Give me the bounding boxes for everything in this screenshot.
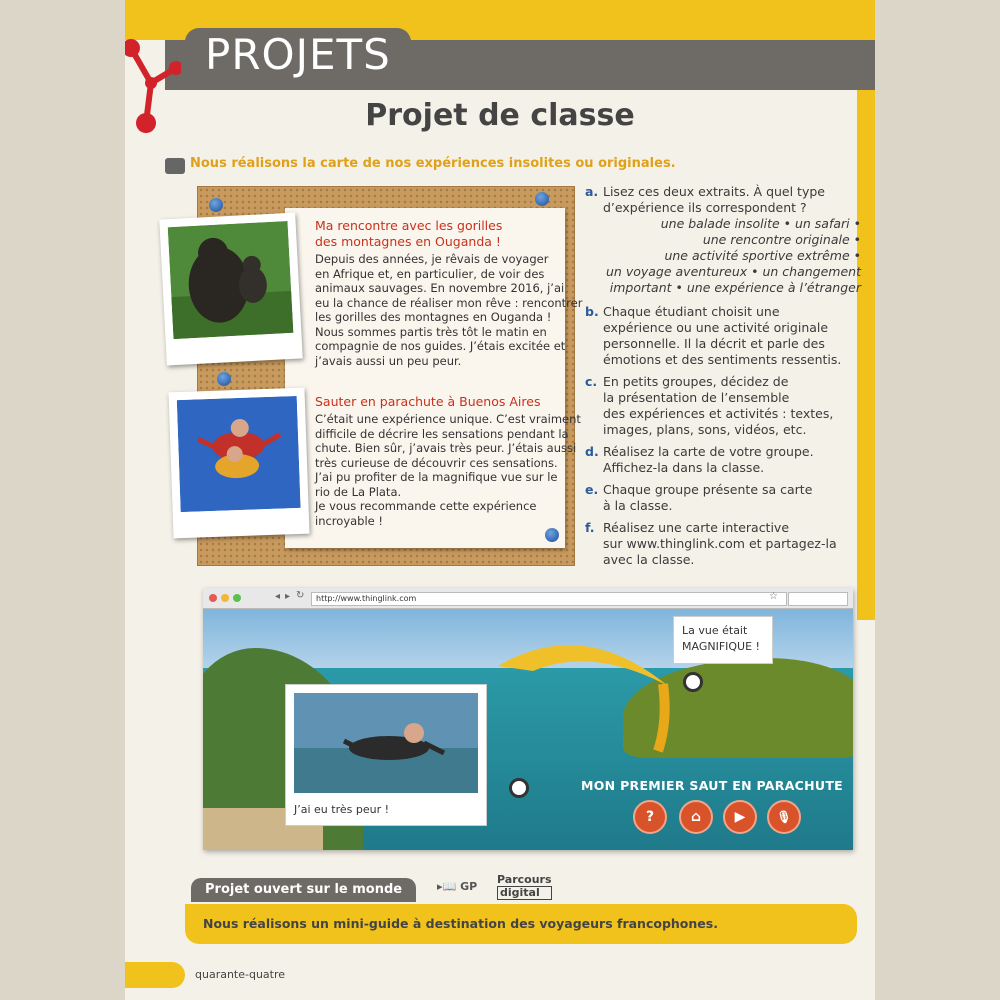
inset-photo-card [285,684,487,826]
question-e [585,482,858,514]
page-number-text: quarante-quatre [195,968,286,981]
gorilla-image [168,221,294,339]
textbook-page [125,0,875,1000]
question-line: émotions et des sentiments ressentis. [603,352,842,367]
browser-mockup [203,588,853,850]
question-line: sur www.thinglink.com et partagez-la [603,536,837,551]
back-arrow-icon[interactable]: ◂ [275,591,281,602]
footer-page-marker [125,962,185,988]
question-b [585,304,858,368]
open-project-label: Projet ouvert sur le monde [191,878,416,902]
window-maximize-icon[interactable] [233,594,241,602]
story-1-title-line: des montagnes en Ouganda ! [315,234,501,249]
inset-caption: J’ai eu très peur ! [294,803,390,816]
reload-icon[interactable]: ↻ [296,590,305,601]
paraglider-icon [493,626,673,756]
open-project-text: Nous réalisons un mini-guide à destination des voyageurs francophones. [203,916,718,931]
intro-marker [165,158,185,174]
story-line: C’était une expérience unique. C’est vraiment [315,412,581,426]
side-banner [857,0,875,620]
bubble-line: MAGNIFIQUE ! [682,640,760,653]
view-bubble [673,616,773,664]
pin-icon [535,192,549,206]
skydive-image [177,396,301,512]
option-line: une rencontre originale • [702,232,861,247]
parcours-line: digital [497,886,552,900]
question-line: Chaque groupe présente sa carte [603,482,813,497]
story-line: difficile de décrire les sensations pendant la [315,426,569,441]
question-d [585,444,858,476]
story-line: rio de La Plata. [315,484,402,499]
experience-options [603,216,861,296]
question-line: images, plans, sons, vidéos, etc. [603,422,807,437]
help-button[interactable]: ? [633,800,667,834]
question-line: la présentation de l’ensemble [603,390,790,405]
question-line: Affichez-la dans la classe. [603,460,765,475]
story-line: animaux sauvages. En novembre 2016, j’ai [315,281,565,295]
media-title: MON PREMIER SAUT EN PARACHUTE [581,778,844,793]
option-line: une activité sportive extrême • [664,248,861,263]
question-line: Réalisez la carte de votre groupe. [603,444,814,459]
question-line: d’expérience ils correspondent ? [603,200,807,215]
option-line: un voyage aventureux • un changement [606,264,861,279]
parcours-line: Parcours [497,873,552,886]
gp-label: GP [460,880,478,893]
section-title: PROJETS [205,30,391,79]
question-letter: d. [585,444,599,459]
option-line: important • une expérience à l’étranger [609,280,861,295]
hotspot-icon[interactable] [509,778,529,798]
question-line: expérience ou une activité originale [603,320,829,335]
window-minimize-icon[interactable] [221,594,229,602]
story-line: chute. Bien sûr, j’avais très peur. J’étais aussi [315,441,577,455]
hotspot-icon[interactable] [683,672,703,692]
question-letter: c. [585,374,598,389]
bubble-line: La vue était [682,624,748,637]
option-line: une balade insolite • un safari • [660,216,861,231]
skydiver-image [294,693,478,793]
question-letter: f. [585,520,595,535]
question-line: à la classe. [603,498,673,513]
question-line: En petits groupes, décidez de [603,374,789,389]
question-letter: b. [585,304,599,319]
question-f [585,520,858,568]
intro-text: Nous réalisons la carte de nos expériences insolites ou originales. [190,156,676,171]
story-line: les gorilles des montagnes en Ouganda ! [315,310,552,324]
question-a [585,184,858,216]
story-1-body [315,252,582,368]
story-line: compagnie de nos guides. J’étais excitée et [315,339,566,353]
forward-arrow-icon[interactable]: ▸ [285,591,291,602]
gp-reference [437,880,477,893]
page-title: Projet de classe [365,98,635,133]
question-line: Réalisez une carte interactive [603,520,790,535]
pin-icon [217,372,231,386]
story-line: très curieuse de découvrir ces sensations. [315,455,558,470]
question-line: Chaque étudiant choisit une [603,304,780,319]
question-line: avec la classe. [603,552,695,567]
story-1-title [315,218,502,250]
play-button[interactable]: ▶ [723,800,757,834]
story-line: incroyable ! [315,513,384,528]
story-line: Depuis des années, je rêvais de voyager [315,252,549,266]
book-icon: ▸📖 [437,880,457,893]
gorilla-photo [159,213,302,366]
story-line: en Afrique et, en particulier, de voir des [315,266,545,281]
question-line: personnelle. Il la décrit et parle des [603,336,825,351]
story-line: Je vous recommande cette expérience [315,499,537,513]
story-2-title [315,394,540,410]
question-line: des expériences et activités : textes, [603,406,834,421]
browser-search-box[interactable] [788,592,848,606]
window-close-icon[interactable] [209,594,217,602]
browser-toolbar [203,588,853,609]
story-2-body [315,412,581,528]
question-line: Lisez ces deux extraits. À quel type [603,184,825,199]
bookmark-star-icon[interactable]: ☆ [769,591,778,602]
pin-icon [545,528,559,542]
story-2-title-line: Sauter en parachute à Buenos Aires [315,394,541,409]
pin-icon [209,198,223,212]
question-c [585,374,858,438]
story-1-title-line: Ma rencontre avec les gorilles [315,218,503,233]
story-line: eu la chance de réaliser mon rêve : rencontrer [315,295,583,310]
address-bar[interactable]: http://www.thinglink.com [311,592,787,606]
story-line: j’avais aussi un peu peur. [315,353,462,368]
home-button[interactable]: ⌂ [679,800,713,834]
question-letter: a. [585,184,599,199]
question-letter: e. [585,482,599,497]
parcours-digital-logo [497,874,552,900]
microphone-button[interactable]: 🎙 [767,800,801,834]
story-line: J’ai pu profiter de la magnifique vue sur le [315,470,558,484]
story-line: Nous sommes partis très tôt le matin en [315,324,547,339]
skydive-photo [168,388,309,539]
